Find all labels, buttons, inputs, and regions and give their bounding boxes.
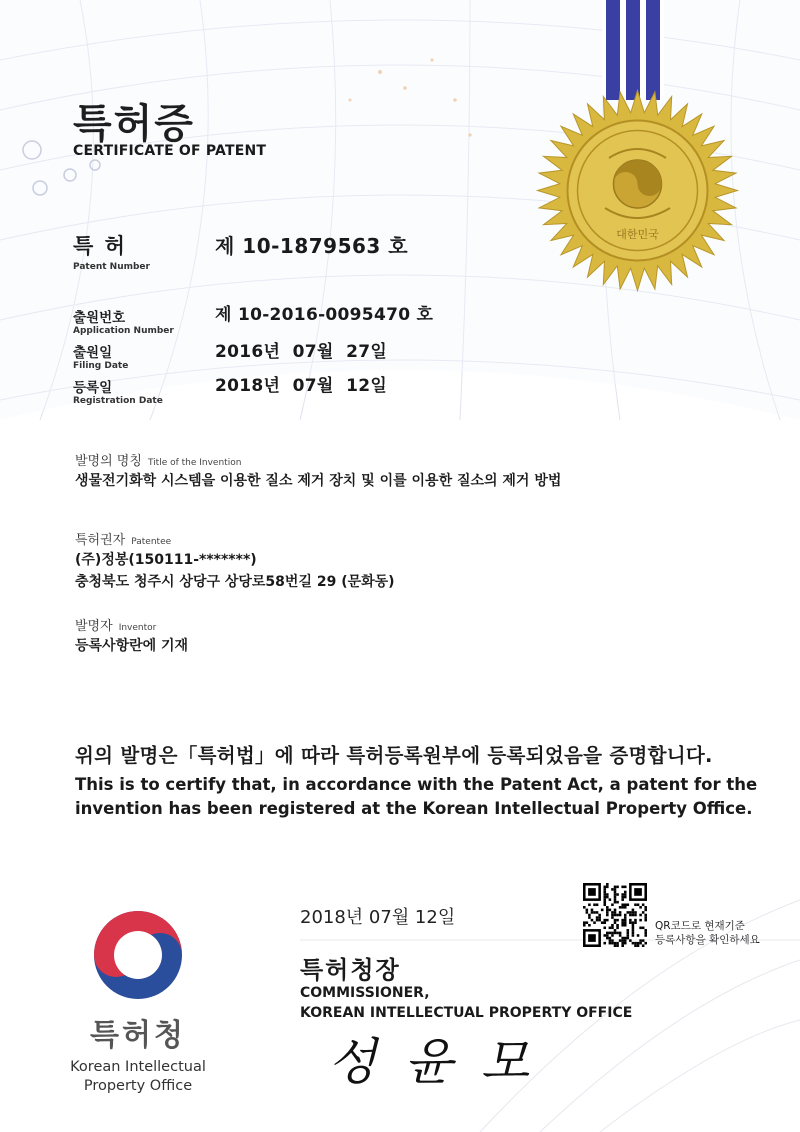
qr-caption-line1: QR코드로 현재기준	[655, 920, 745, 932]
kipo-name-en	[58, 1058, 218, 1096]
invention-title-header	[75, 450, 241, 469]
commissioner-title-en	[300, 983, 632, 1023]
registration-date-label	[73, 376, 163, 406]
invention-title-label-en: Title of the Invention	[147, 458, 242, 468]
filing-date-label-en: Filing Date	[73, 361, 129, 371]
ribbon	[602, 0, 664, 100]
registration-date-value: 2018년 07월 12일	[215, 376, 388, 396]
patent-number-label-ko: 특 허	[73, 234, 127, 258]
registration-date-label-ko: 등록일	[73, 380, 113, 396]
application-number-label-ko: 출원번호	[73, 310, 126, 326]
qr-caption	[655, 919, 760, 947]
commissioner-title-en-line1: COMMISSIONER,	[300, 985, 430, 1001]
issue-date: 2018년 07월 12일	[300, 907, 456, 928]
invention-title-value: 생물전기화학 시스템을 이용한 질소 제거 장치 및 이를 이용한 질소의 제거 방법	[75, 473, 562, 489]
kipo-name-en-line1: Korean Intellectual	[70, 1059, 206, 1075]
certificate-title: 특허증	[73, 101, 195, 147]
application-number-value: 제 10-2016-0095470 호	[215, 305, 434, 325]
gold-seal	[535, 88, 740, 293]
qr-caption-line2: 등록사항을 확인하세요	[655, 934, 760, 946]
kipo-logo-icon	[88, 905, 188, 1005]
inventor-label-en: Inventor	[118, 623, 157, 633]
kipo-name-en-line2: Property Office	[83, 1078, 193, 1094]
patent-number-label-en: Patent Number	[73, 262, 150, 272]
seal-text: 대한민국	[616, 228, 659, 241]
patentee-name: (주)정봉(150111-*******)	[75, 552, 257, 568]
application-number-label	[73, 306, 174, 336]
certificate-subtitle: CERTIFICATE OF PATENT	[73, 143, 267, 159]
filing-date-value: 2016년 07월 27일	[215, 342, 388, 362]
patentee-header	[75, 529, 171, 548]
certification-text-ko: 위의 발명은「특허법」에 따라 특허등록원부에 등록되었음을 증명합니다.	[75, 744, 713, 767]
inventor-header	[75, 615, 156, 634]
kipo-name-ko: 특허청	[90, 1018, 186, 1053]
patent-number-label	[73, 230, 150, 272]
invention-title-label-ko: 발명의 명칭	[75, 454, 142, 469]
commissioner-signature: 성윤모	[328, 1033, 557, 1091]
qr-code[interactable]	[583, 883, 647, 947]
inventor-value: 등록사항란에 기재	[75, 638, 189, 654]
commissioner-title-ko: 특허청장	[300, 956, 401, 984]
patent-number-value: 제 10-1879563 호	[215, 234, 409, 258]
application-number-label-en: Application Number	[73, 326, 174, 336]
certification-text-en: This is to certify that, in accordance with the Patent Act, a patent for the invention has been registered at the Korean Intellectual Property Office.	[75, 775, 758, 818]
patentee-label-en: Patentee	[131, 537, 172, 547]
filing-date-label-ko: 출원일	[73, 345, 113, 361]
commissioner-title-en-line2: KOREAN INTELLECTUAL PROPERTY OFFICE	[300, 1005, 633, 1021]
patentee-label-ko: 특허권자	[75, 533, 126, 548]
filing-date-label	[73, 341, 128, 371]
inventor-label-ko: 발명자	[75, 619, 113, 634]
registration-date-label-en: Registration Date	[73, 396, 163, 406]
patentee-address: 충청북도 청주시 상당구 상당로58번길 29 (문화동)	[75, 574, 395, 590]
